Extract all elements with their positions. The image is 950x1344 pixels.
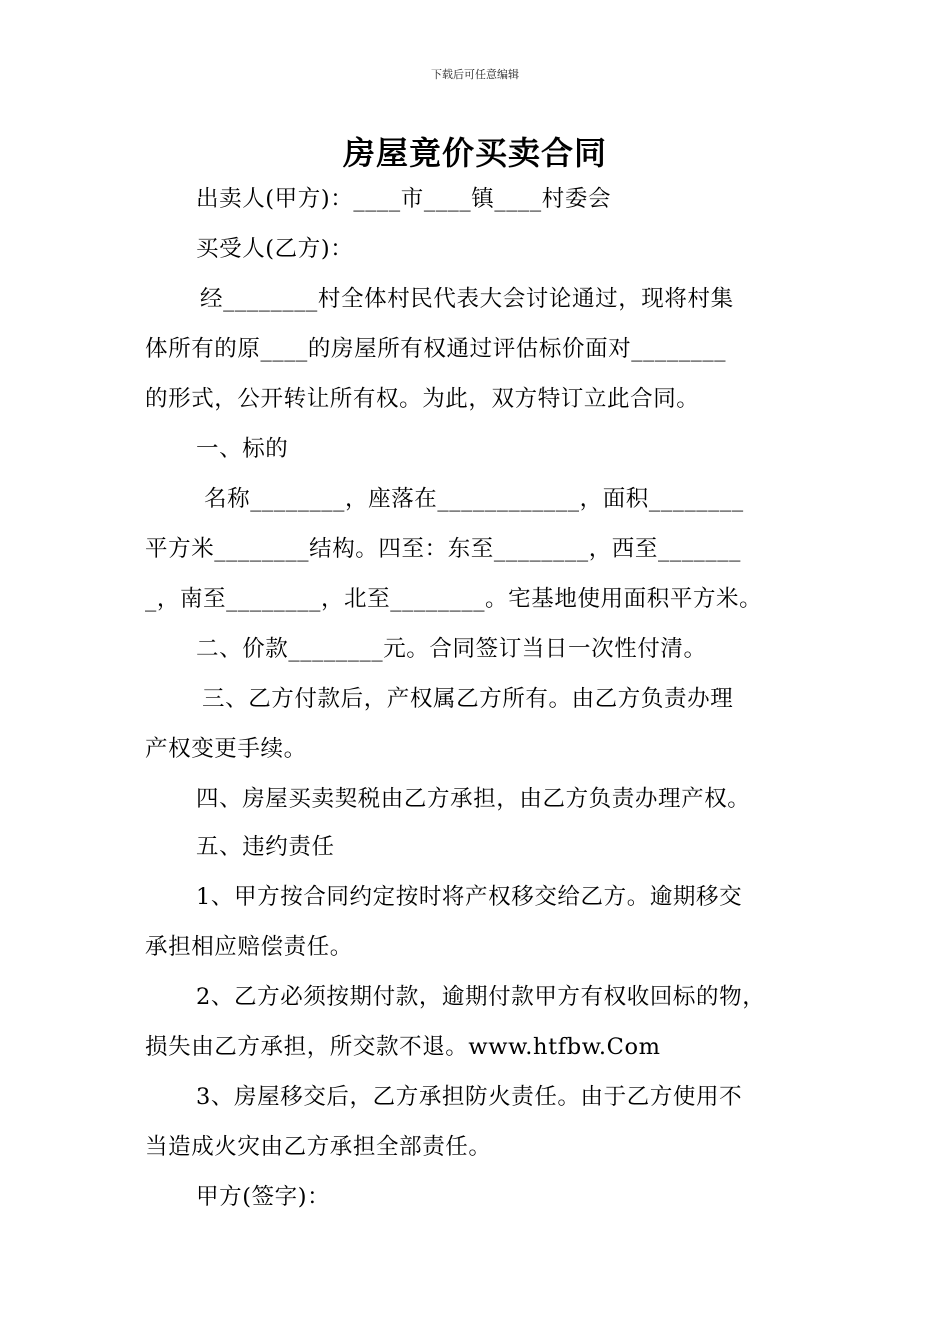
paragraph-line: 当造成火灾由乙方承担全部责任。 (145, 1134, 492, 1160)
paragraph-line: 产权变更手续。 (145, 736, 307, 762)
paragraph-line: 四、房屋买卖契税由乙方承担，由乙方负责办理产权。 (196, 786, 751, 812)
header-note: 下载后可任意编辑 (431, 68, 519, 81)
paragraph-line: 的形式，公开转让所有权。为此，双方特订立此合同。 (145, 386, 700, 412)
paragraph-line: 损失由乙方承担，所交款不退。www.htfbw.Com (145, 1034, 661, 1060)
paragraph-line: 1、甲方按合同约定按时将产权移交给乙方。逾期移交 (196, 884, 743, 910)
buyer-line: 买受人(乙方)： (196, 236, 354, 262)
seller-line: 出卖人(甲方)：____市____镇____村委会 (196, 186, 612, 212)
paragraph-line: 名称________，座落在____________，面积________ (204, 486, 744, 512)
paragraph-line: 三、乙方付款后，产权属乙方所有。由乙方负责办理 (202, 686, 734, 712)
paragraph-line: 二、价款________元。合同签订当日一次性付清。 (196, 636, 707, 662)
paragraph-line: _，南至________，北至________。宅基地使用面积平方米。 (145, 586, 763, 612)
signature-line: 甲方(签字)： (196, 1184, 331, 1210)
document-title: 房屋竟价买卖合同 (342, 134, 607, 172)
paragraph-line: 承担相应赔偿责任。 (145, 934, 353, 960)
paragraph-line: 经________村全体村民代表大会讨论通过，现将村集 (200, 286, 734, 312)
paragraph-line: 体所有的原____的房屋所有权通过评估标价面对________ (145, 336, 727, 362)
section-heading: 一、标的 (196, 436, 289, 462)
paragraph-line: 3、房屋移交后，乙方承担防火责任。由于乙方使用不 (196, 1084, 743, 1110)
paragraph-line: 2、乙方必须按期付款，逾期付款甲方有权收回标的物， (196, 984, 766, 1010)
paragraph-line: 平方米________结构。四至：东至________，西至_______ (145, 536, 741, 562)
section-heading: 五、违约责任 (196, 834, 335, 860)
